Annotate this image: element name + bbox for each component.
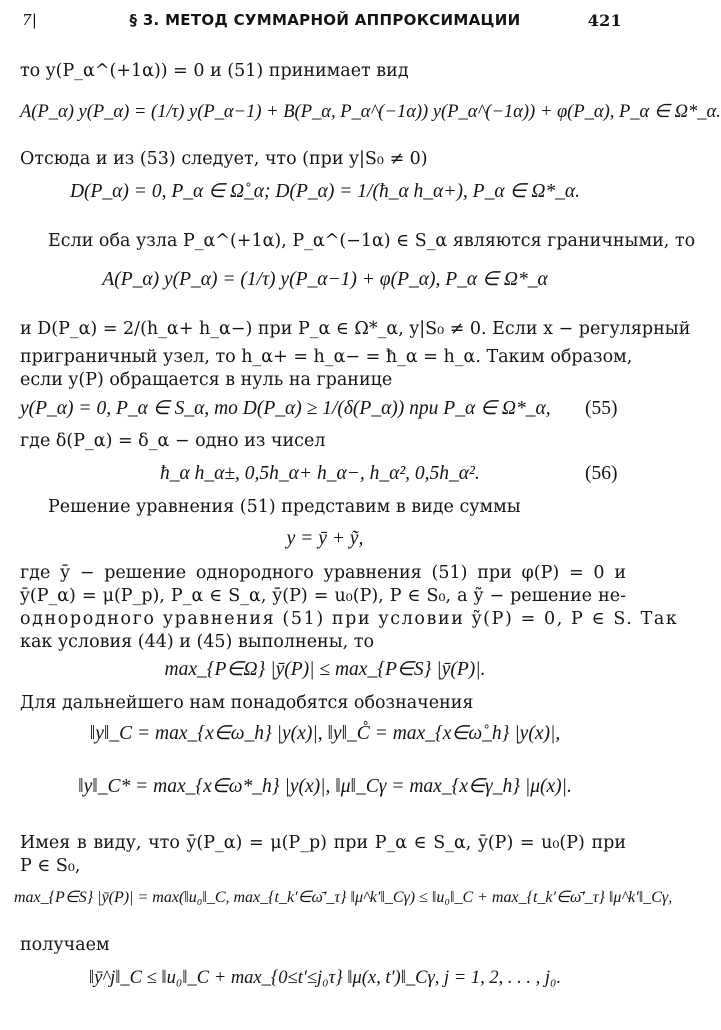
- text-line: где ȳ − решение однородного уравнения (51) при φ(P) = 0 и: [20, 563, 626, 583]
- page-number: 421: [587, 11, 622, 30]
- text-line: P ∈ S₀,: [20, 856, 81, 876]
- equation: ħ_α h_α±, 0,5h_α+ h_α−, h_α², 0,5h_α².: [160, 463, 480, 484]
- equation: A(P_α) y(P_α) = (1/τ) y(P_α−1) + φ(P_α), P_α ∈ Ω*_α: [102, 269, 548, 290]
- equation-number: (55): [585, 398, 618, 419]
- running-head-marker: 7|: [22, 11, 38, 29]
- text-line: если y(P) обращается в нуль на границе: [20, 370, 393, 390]
- equation-number: (56): [585, 463, 618, 484]
- text-line: Отсюда и из (53) следует, что (при y|S₀ ≠ 0): [20, 149, 428, 169]
- running-head-title: § 3. МЕТОД СУММАРНОЙ АППРОКСИМАЦИИ: [129, 11, 521, 29]
- equation: max_{P∈S} |ȳ(P)| = max(‖u₀‖_C, max_{t_k′∈ω̄′_τ} ‖μ^k′‖_Cγ) ≤ ‖u₀‖_C + max_{t_k′∈ω̄′_τ} ‖μ^k′‖_Cγ,: [14, 889, 673, 906]
- text-line: Если оба узла P_α^(+1α), P_α^(−1α) ∈ S_α являются граничными, то: [48, 231, 696, 251]
- text-line: получаем: [20, 935, 110, 955]
- equation: y(P_α) = 0, P_α ∈ S_α, то D(P_α) ≥ 1/(δ(P_α)) при P_α ∈ Ω*_α,: [20, 398, 551, 419]
- equation: max_{P∈Ω} |ȳ(P)| ≤ max_{P∈S} |ȳ(P)|.: [164, 659, 486, 680]
- text-line: приграничный узел, то h_α+ = h_α− = ħ_α = h_α. Таким образом,: [20, 347, 633, 367]
- text-line: однородного уравнения (51) при условии ỹ(P) = 0, P ∈ S. Так: [20, 609, 679, 629]
- equation: ‖ȳ^j‖_C ≤ ‖u₀‖_C + max_{0≤t′≤j₀τ} ‖μ(x, t′)‖_Cγ, j = 1, 2, . . . , j₀.: [88, 968, 562, 988]
- text-line: Решение уравнения (51) представим в виде суммы: [48, 497, 521, 517]
- equation: A(P_α) y(P_α) = (1/τ) y(P_α−1) + B(P_α, P_α^(−1α)) y(P_α^(−1α)) + φ(P_α), P_α ∈ Ω*_α.: [20, 102, 721, 122]
- text-line: то y(P_α^(+1α)) = 0 и (51) принимает вид: [20, 61, 409, 81]
- text-line: ȳ(P_α) = μ(P_p), P_α ∈ S_α, ȳ(P) = u₀(P), P ∈ S₀, а ỹ − решение не-: [20, 586, 626, 606]
- text-line: и D(P_α) = 2/(h_α+ h_α−) при P_α ∈ Ω*_α, y|S₀ ≠ 0. Если x − регулярный: [20, 319, 691, 339]
- text-line: где δ(P_α) = δ_α − одно из чисел: [20, 431, 326, 451]
- equation: D(P_α) = 0, P_α ∈ Ω̊_α; D(P_α) = 1/(ħ_α h_α+), P_α ∈ Ω*_α.: [69, 181, 581, 202]
- text-line: Для дальнейшего нам понадобятся обозначения: [20, 693, 474, 713]
- text-line: как условия (44) и (45) выполнены, то: [20, 632, 374, 652]
- equation: ‖y‖_C* = max_{x∈ω*_h} |y(x)|, ‖μ‖_Cγ = max_{x∈γ_h} |μ(x)|.: [78, 776, 572, 797]
- equation: y = ȳ + ỹ,: [286, 528, 364, 549]
- text-line: Имея в виду, что ȳ(P_α) = μ(P_p) при P_α ∈ S_α, ȳ(P) = u₀(P) при: [20, 833, 626, 853]
- equation: ‖y‖_C = max_{x∈ω_h} |y(x)|, ‖y‖_C̊ = max_{x∈ω̊_h} |y(x)|,: [89, 723, 561, 744]
